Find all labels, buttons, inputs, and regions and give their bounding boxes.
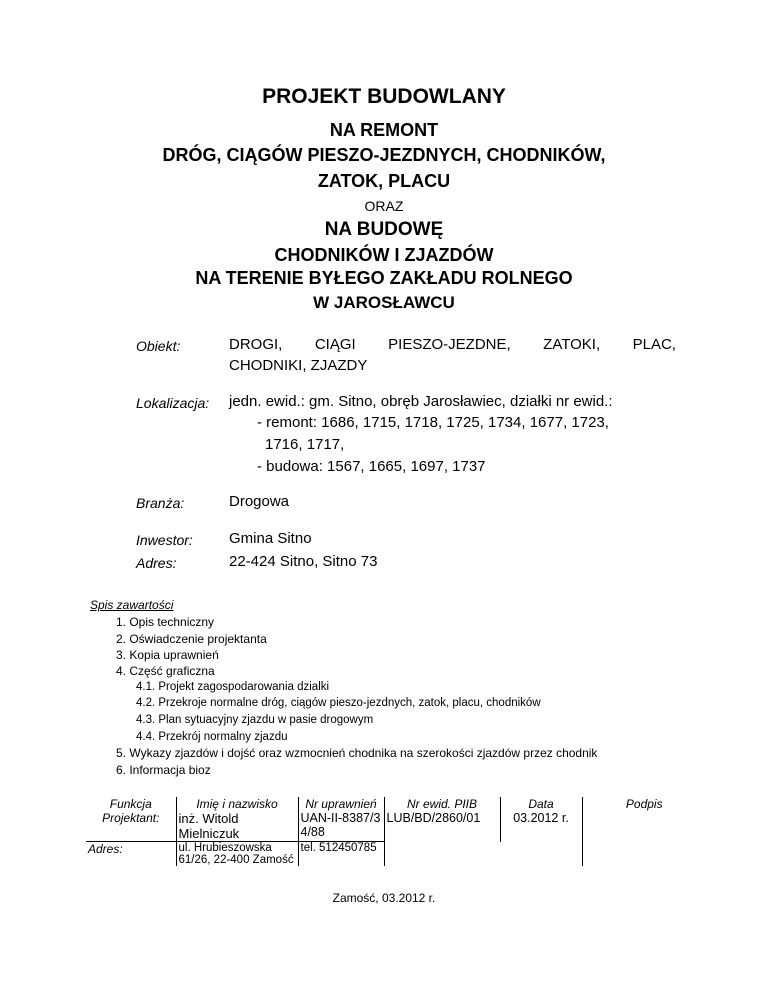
- header-data: Data: [500, 797, 582, 811]
- obiekt-word: ZATOKI,: [543, 336, 601, 353]
- cell-empty: [384, 842, 500, 867]
- cell-data: 03.2012 r.: [500, 811, 582, 842]
- lokalizacja-budowa: - budowa: 1567, 1665, 1697, 1737: [257, 458, 486, 475]
- obiekt-word: PLAC,: [632, 336, 676, 353]
- header-podpis: Podpis: [582, 797, 706, 811]
- toc-item: 4. Część graficzna: [116, 664, 215, 678]
- adres-value: 22-424 Sitno, Sitno 73: [229, 553, 378, 570]
- branza-label: Branża:: [136, 495, 185, 511]
- cell-podpis: [582, 811, 706, 842]
- obiekt-word: PIESZO-JEZDNE,: [388, 336, 511, 353]
- toc-subitem: 4.1. Projekt zagospodarowania dzialki: [136, 681, 330, 693]
- lokalizacja-remont: - remont: 1686, 1715, 1718, 1725, 1734, 1677, 1723,: [257, 414, 609, 431]
- table-row: [86, 842, 706, 867]
- cell-nr-piib: LUB/BD/2860/01: [384, 811, 500, 842]
- toc-title: Spis zawartości: [90, 598, 174, 612]
- obiekt-value-line2: CHODNIKI, ZJAZDY: [229, 357, 368, 374]
- branza-value: Drogowa: [229, 493, 290, 510]
- obiekt-value-line1: [229, 336, 676, 353]
- header-funkcja: Funkcja: [109, 797, 152, 811]
- title-zatok-placu: ZATOK, PLACU: [317, 171, 451, 191]
- signature-table: [86, 797, 706, 866]
- header-nr-uprawnien: Nr uprawnień: [298, 797, 384, 811]
- lokalizacja-remont-cont: 1716, 1717,: [265, 436, 345, 453]
- adres-label: Adres:: [136, 555, 177, 571]
- toc-item: 5. Wykazy zjazdów i dojść oraz wzmocnień chodnika na szerokości zjazdów przez chodnik: [116, 746, 598, 760]
- cell-funkcja: Projektant:: [102, 811, 160, 825]
- title-oraz: ORAZ: [364, 198, 404, 214]
- cell-nr-uprawnien: UAN-II-8387/34/88: [298, 811, 384, 842]
- title-na-budowe: NA BUDOWĘ: [324, 219, 444, 240]
- cell-adres-label: Adres:: [86, 842, 176, 867]
- title-teren-zakladu: NA TERENIE BYŁEGO ZAKŁADU ROLNEGO: [195, 268, 573, 288]
- toc-item: 1. Opis techniczny: [116, 615, 215, 629]
- cell-tel: tel. 512450785: [298, 842, 384, 867]
- cell-empty: [582, 842, 706, 867]
- title-chodnikow-zjazdow: CHODNIKÓW I ZJAZDÓW: [274, 245, 494, 265]
- header-imie: Imię i nazwisko: [176, 797, 298, 811]
- inwestor-value: Gmina Sitno: [229, 530, 312, 547]
- toc-subitem: 4.3. Plan sytuacyjny zjazdu w pasie drogowym: [136, 714, 374, 726]
- cell-adres: ul. Hrubieszowska 61/26, 22-400 Zamość: [176, 842, 298, 867]
- cell-imie: inż. Witold Mielniczuk: [176, 811, 298, 842]
- title-drog-ciagow: DRÓG, CIĄGÓW PIESZO-JEZDNYCH, CHODNIKÓW,: [162, 145, 606, 165]
- obiekt-label: Obiekt:: [136, 338, 181, 354]
- cell-empty: [500, 842, 582, 867]
- signature-table-header: [86, 797, 706, 811]
- toc-item: 2. Oświadczenie projektanta: [116, 632, 267, 646]
- lokalizacja-line1: jedn. ewid.: gm. Sitno, obręb Jarosławiec, działki nr ewid.:: [229, 393, 613, 410]
- obiekt-word: DROGI,: [229, 336, 283, 353]
- title-jaroslawiec: W JAROSŁAWCU: [313, 293, 455, 312]
- toc-item: 6. Informacja bioz: [116, 763, 211, 777]
- inwestor-label: Inwestor:: [136, 532, 193, 548]
- table-row: [86, 811, 706, 842]
- toc-subitem: 4.4. Przekrój normalny zjazdu: [136, 731, 288, 743]
- toc-subitem: 4.2. Przekroje normalne dróg, ciągów pieszo-jezdnych, zatok, placu, chodników: [136, 697, 541, 709]
- lokalizacja-label: Lokalizacja:: [136, 395, 210, 411]
- obiekt-word: CIĄGI: [314, 336, 356, 353]
- footer-place-date: Zamość, 03.2012 r.: [332, 891, 436, 905]
- title-na-remont: NA REMONT: [329, 120, 439, 140]
- toc-item: 3. Kopia uprawnień: [116, 648, 219, 662]
- header-nr-piib: Nr ewid. PIIB: [384, 797, 500, 811]
- title-projekt-budowlany: PROJEKT BUDOWLANY: [262, 85, 506, 108]
